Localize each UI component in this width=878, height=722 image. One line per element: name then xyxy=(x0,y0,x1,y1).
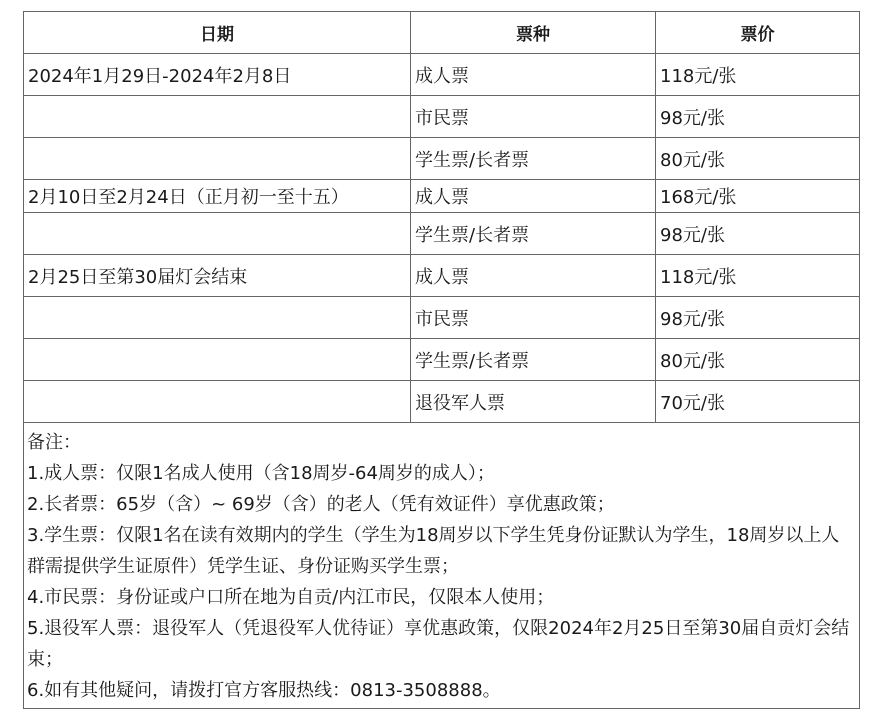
table-row xyxy=(24,180,860,213)
header-date: 日期 xyxy=(24,12,411,54)
ticket-price-table xyxy=(23,11,860,709)
table-row xyxy=(24,213,860,255)
date-cell xyxy=(24,138,411,180)
price-cell: 98元/张 xyxy=(656,96,860,138)
type-cell: 学生票/长者票 xyxy=(411,339,656,381)
note-item: 4.市民票：身份证或户口所在地为自贡/内江市民，仅限本人使用； xyxy=(27,587,555,608)
table-row xyxy=(24,54,860,96)
type-cell: 成人票 xyxy=(411,255,656,297)
date-cell xyxy=(24,297,411,339)
table-row xyxy=(24,138,860,180)
type-cell: 市民票 xyxy=(411,96,656,138)
date-cell: 2月10日至2月24日（正月初一至十五） xyxy=(24,180,411,213)
note-item: 6.如有其他疑问，请拨打官方客服热线：0813-3508888。 xyxy=(27,680,501,701)
note-item: 3.学生票：仅限1名在读有效期内的学生（学生为18周岁以下学生凭身份证默认为学生，18周岁以上人群需提供学生证原件）凭学生证、身份证购买学生票； xyxy=(27,525,840,577)
notes-row xyxy=(24,423,860,709)
date-cell xyxy=(24,213,411,255)
date-cell xyxy=(24,339,411,381)
price-cell: 168元/张 xyxy=(656,180,860,213)
note-item: 2.长者票：65岁（含）~ 69岁（含）的老人（凭有效证件）享优惠政策； xyxy=(27,494,615,515)
price-cell: 98元/张 xyxy=(656,297,860,339)
price-cell: 80元/张 xyxy=(656,138,860,180)
price-cell: 70元/张 xyxy=(656,381,860,423)
type-cell: 成人票 xyxy=(411,180,656,213)
type-cell: 学生票/长者票 xyxy=(411,138,656,180)
price-cell: 118元/张 xyxy=(656,255,860,297)
type-cell: 成人票 xyxy=(411,54,656,96)
date-cell: 2024年1月29日-2024年2月8日 xyxy=(24,54,411,96)
note-item: 5.退役军人票：退役军人（凭退役军人优待证）享优惠政策，仅限2024年2月25日至第30届自贡灯会结束； xyxy=(27,618,850,670)
type-cell: 退役军人票 xyxy=(411,381,656,423)
price-cell: 118元/张 xyxy=(656,54,860,96)
table-header-row xyxy=(24,12,860,54)
header-ticket-type: 票种 xyxy=(411,12,656,54)
notes-cell xyxy=(24,423,860,709)
notes-title: 备注： xyxy=(27,432,81,453)
table-row xyxy=(24,339,860,381)
table-row xyxy=(24,96,860,138)
table-row xyxy=(24,381,860,423)
table-row xyxy=(24,255,860,297)
price-cell: 80元/张 xyxy=(656,339,860,381)
header-price: 票价 xyxy=(656,12,860,54)
date-cell xyxy=(24,96,411,138)
type-cell: 市民票 xyxy=(411,297,656,339)
date-cell xyxy=(24,381,411,423)
type-cell: 学生票/长者票 xyxy=(411,213,656,255)
table-row xyxy=(24,297,860,339)
note-item: 1.成人票：仅限1名成人使用（含18周岁-64周岁的成人）； xyxy=(27,463,495,484)
price-cell: 98元/张 xyxy=(656,213,860,255)
date-cell: 2月25日至第30届灯会结束 xyxy=(24,255,411,297)
